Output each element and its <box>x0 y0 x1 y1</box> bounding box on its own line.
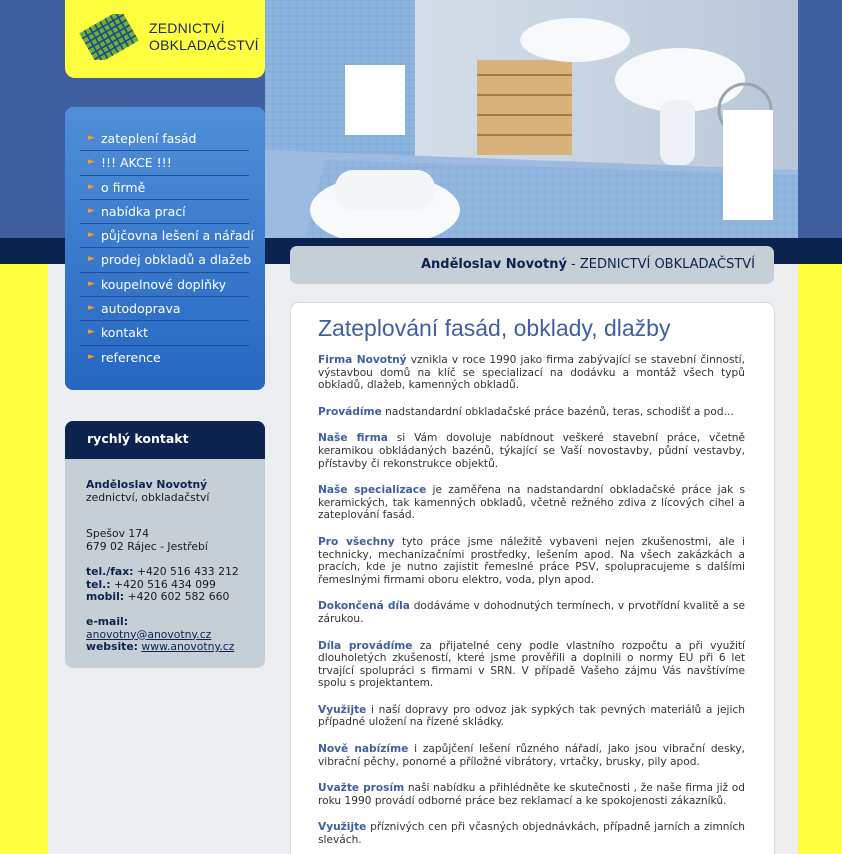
paragraph: Využijte příznivých cen při včasných objednávkách, případně jarních a zimních slevách. <box>318 821 745 847</box>
menu-item-reference[interactable]: ► reference <box>80 346 249 370</box>
contact-tel: tel.: +420 516 434 099 <box>86 577 216 591</box>
contact-city: 679 02 Rájec - Jestřebí <box>86 540 208 554</box>
menu-item-nabidka-praci[interactable]: ► nabídka prací <box>80 200 249 224</box>
owner-trade: - ZEDNICTVÍ OBKLADAČSTVÍ <box>566 257 755 272</box>
bathroom-photo <box>265 0 798 238</box>
menu-item-kontakt[interactable]: ► kontakt <box>80 321 249 345</box>
owner-name: Anděloslav Novotný <box>420 257 567 272</box>
arrow-icon: ► <box>88 205 95 216</box>
logo-line-2: OBKLADAČSTVÍ <box>149 37 259 53</box>
menu-item-pujcovna[interactable]: ► půjčovna lešení a nářadí <box>80 224 249 248</box>
paragraph: Firma Novotný vznikla v roce 1990 jako firma zabývající se stavební činností, výstavbou domů na klíč se specializací na dodávku a montáž všech typů obkladů, dlažeb, kamenných obkladů. <box>318 354 745 392</box>
contact-telfax: tel./fax: +420 516 433 212 <box>86 564 239 578</box>
contact-website: website: www.anovotny.cz <box>86 640 235 654</box>
paragraph: Naše firma si Vám dovoluje nabídnout veškeré stavební práce, včetně keramikou obkládaných bazénů, týkající se Vaší novostavby, půdní vestavby, přístavby či rekonstrukce objektů. <box>318 432 745 470</box>
arrow-icon: ► <box>88 181 95 192</box>
arrow-icon: ► <box>88 327 95 338</box>
paragraph: Pro všechny tyto práce jsme náležitě vybaveni nejen zkušenostmi, ale i technicky, mechanizačními prostředky, lešením apod. Na všech zakázkách a pracích, kde je nutno zajistit řemeslné práce PSV, spolupracujeme s dalšími řemeslnými firmami oboru elektro, voda, plyn apod. <box>318 535 745 586</box>
menu-item-akce[interactable]: ► !!! AKCE !!! <box>80 151 249 175</box>
website-link[interactable]: www.anovotny.cz <box>141 640 235 654</box>
owner-title-bar <box>290 246 774 284</box>
arrow-icon: ► <box>88 303 95 314</box>
paragraph: Uvažte prosím naši nabídku a přihlédněte ke skutečnosti , že naše firma již od roku 1990 provádí odborné práce bez reklamací a ke spokojenosti zákazníků. <box>318 782 745 807</box>
arrow-icon: ► <box>88 157 95 168</box>
menu-item-koupelnove-doplnky[interactable]: ► koupelnové doplňky <box>80 273 249 297</box>
contact-trade: zednictví, obkladačství <box>86 490 210 504</box>
paragraph: Využijte i naší dopravy pro odvoz jak sypkých tak pevných materiálů a jejich případné uložení na řízené skládky. <box>318 703 745 729</box>
site-logo[interactable] <box>65 0 265 78</box>
menu-item-zatepleni-fasad[interactable]: ► zateplení fasád <box>80 127 249 151</box>
arrow-icon: ► <box>88 230 95 241</box>
contact-email: e-mail: anovotny@anovotny.cz <box>86 614 212 641</box>
tile-grid-logo-icon <box>79 14 139 60</box>
paragraph: Nově nabízíme i zapůjčení lešení různého nářadí, jako jsou vibrační desky, vibrační pěchy, ponorné a příložné vibrátory, vrtačky, brusky, pily apod. <box>318 743 745 768</box>
arrow-icon: ► <box>88 254 95 265</box>
email-link[interactable]: anovotny@anovotny.cz <box>86 627 212 641</box>
contact-street: Spešov 174 <box>86 527 150 541</box>
logo-line-1: ZEDNICTVÍ <box>149 20 225 36</box>
arrow-icon: ► <box>88 133 95 143</box>
page-title: Zateplování fasád, obklady, dlažby <box>318 315 671 341</box>
main-content <box>290 302 775 854</box>
menu-item-prodej[interactable]: ► prodej obkladů a dlažeb <box>80 248 249 272</box>
arrow-icon: ► <box>88 278 95 289</box>
paragraph: Díla provádíme za přijatelné ceny podle vlastního rozpočtu a při využití dlouholetých zkušeností, které jsme prověřili a doplnili o normy EU při 6 let trvající spolupráci s firmami v SRN. V případě Vašeho zájmu Vás navštívíme spolu s projektantem. <box>318 639 745 690</box>
paragraph: Provádíme nadstandardní obkladačské práce bazénů, teras, schodišť a pod... <box>318 405 734 418</box>
contact-mobil: mobil: +420 602 582 660 <box>86 590 230 604</box>
contact-name: Anděloslav Novotný <box>86 478 208 491</box>
main-menu <box>65 107 265 390</box>
menu-item-o-firme[interactable]: ► o firmě <box>80 176 249 200</box>
quick-contact-box <box>65 459 265 668</box>
paragraph: Naše specializace je zaměřena na nadstandardní obkladačské práce jak s keramických, tak kamenných obkladů, včetně režného zdiva z lícových cihel a zateplování fasád. <box>318 484 745 522</box>
quick-contact-heading: rychlý kontakt <box>65 421 265 459</box>
paragraph: Dokončená díla dodáváme v dohodnutých termínech, v prvotřídní kvalitě a se zárukou. <box>318 600 745 625</box>
arrow-icon: ► <box>88 351 95 362</box>
menu-item-autodoprava[interactable]: ► autodoprava <box>80 297 249 321</box>
